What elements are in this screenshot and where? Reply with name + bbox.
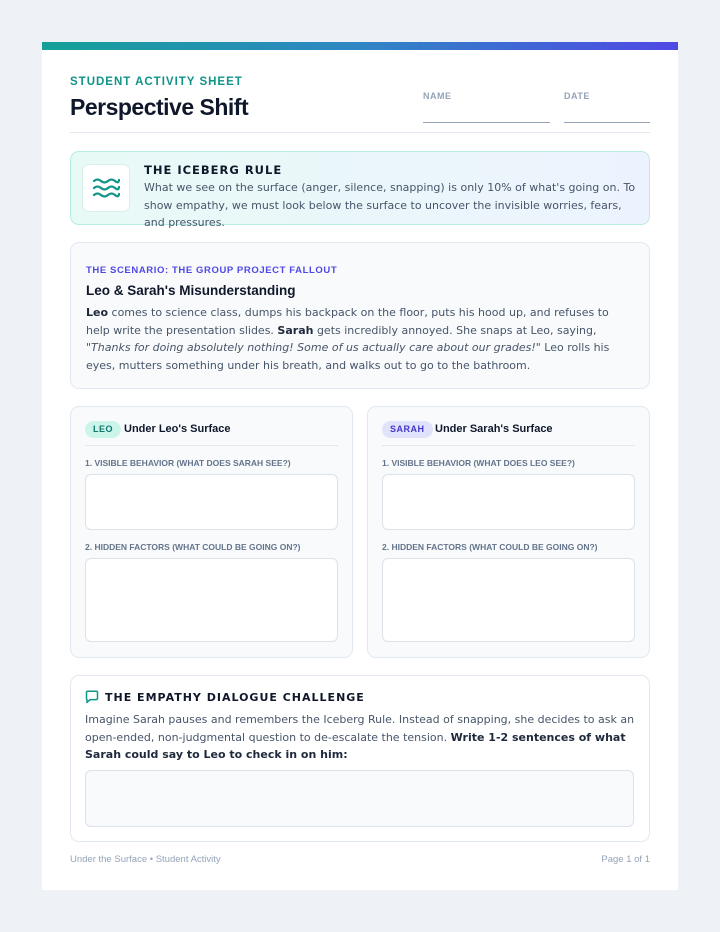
- page-title: Perspective Shift: [70, 94, 249, 120]
- scenario-part-1: comes to science class, dumps his backpack on the floor, puts his hood up, and refuses to help write the presentation slides.: [86, 306, 609, 337]
- iceberg-rule-callout: [70, 151, 650, 229]
- date-field[interactable]: [564, 91, 650, 123]
- scenario-part-3: Leo rolls his eyes, mutters something under his breath, and walks out to go to the bathroom.: [86, 341, 610, 372]
- leo-name: Leo: [86, 306, 109, 319]
- leo-hidden-factors-answer[interactable]: [85, 558, 338, 642]
- challenge-heading: THE EMPATHY DIALOGUE CHALLENGE: [105, 691, 365, 704]
- footer-label: Under the Surface • Student Activity: [70, 854, 221, 865]
- iceberg-heading: THE ICEBERG RULE: [144, 163, 283, 177]
- leo-panel-title: Under Leo's Surface: [124, 423, 231, 435]
- scenario-text: [86, 304, 636, 374]
- waves-icon: [82, 164, 130, 212]
- scenario-kicker: THE SCENARIO: THE GROUP PROJECT FALLOUT: [86, 265, 338, 276]
- sarah-quote: "Thanks for doing absolutely nothing! Some of us actually care about our grades!": [86, 341, 541, 354]
- page-number: Page 1 of 1: [601, 854, 650, 865]
- dialogue-challenge-card: [70, 675, 650, 842]
- dialogue-answer-box[interactable]: [85, 770, 634, 827]
- sarah-badge: SARAH: [382, 421, 433, 438]
- accent-bar: [42, 42, 678, 50]
- iceberg-text: What we see on the surface (anger, silence, snapping) is only 10% of what's going on. To show empathy, we must look below the surface to uncover the invisible worries, fears, and pressures.: [144, 181, 636, 229]
- scenario-card: [70, 242, 650, 389]
- sarah-panel-title: Under Sarah's Surface: [435, 423, 553, 435]
- sarah-panel-header: [382, 419, 635, 446]
- header: [70, 76, 650, 134]
- name-field[interactable]: [423, 91, 550, 123]
- sarah-visible-behavior-label: 1. VISIBLE BEHAVIOR (WHAT DOES LEO SEE?): [382, 458, 575, 468]
- chat-bubble-icon: [85, 690, 99, 704]
- leo-badge: LEO: [85, 421, 121, 438]
- name-label: NAME: [423, 91, 452, 101]
- challenge-intro: Imagine Sarah pauses and remembers the Iceberg Rule. Instead of snapping, she decides to ask an open-ended, non-judgmental question to de-escalate the tension.: [85, 713, 635, 744]
- header-divider: [70, 132, 650, 133]
- worksheet-page: [42, 42, 678, 890]
- leo-panel-header: [85, 419, 338, 446]
- sarah-visible-behavior-answer[interactable]: [382, 474, 635, 530]
- sarah-panel: [367, 406, 650, 658]
- sarah-name: Sarah: [277, 323, 314, 337]
- scenario-title: Leo & Sarah's Misunderstanding: [86, 283, 296, 298]
- challenge-text: [85, 711, 635, 764]
- leo-visible-behavior-label: 1. VISIBLE BEHAVIOR (WHAT DOES SARAH SEE?): [85, 458, 291, 468]
- sheet-kicker: STUDENT ACTIVITY SHEET: [70, 76, 243, 88]
- date-label: DATE: [564, 91, 590, 101]
- sarah-hidden-factors-label: 2. HIDDEN FACTORS (WHAT COULD BE GOING ON?): [382, 542, 598, 552]
- challenge-instruction: Write 1-2 sentences of what Sarah could say to Leo to check in on him:: [85, 730, 626, 761]
- scenario-part-2: gets incredibly annoyed. She snaps at Leo, saying,: [313, 323, 597, 337]
- leo-hidden-factors-label: 2. HIDDEN FACTORS (WHAT COULD BE GOING ON?): [85, 542, 301, 552]
- leo-panel: [70, 406, 353, 658]
- leo-visible-behavior-answer[interactable]: [85, 474, 338, 530]
- sarah-hidden-factors-answer[interactable]: [382, 558, 635, 642]
